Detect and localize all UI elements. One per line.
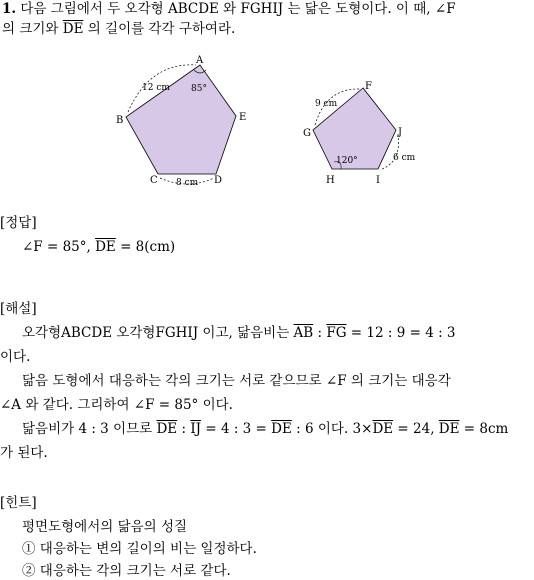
hint-item-2: ② 대응하는 각의 크기는 서로 같다. (22, 563, 231, 579)
explanation-p1 (22, 324, 456, 342)
exp-p1-a: 오각형ABCDE 오각형FGHIJ 이고, 닮음비는 (22, 325, 294, 341)
vertex-g: G (303, 128, 311, 139)
explanation-header: [해설] (0, 301, 37, 317)
segment-de-4: $\overline{DE}$ (438, 421, 460, 437)
segment-de-2: $\overline{DE}$ (271, 421, 292, 437)
explanation-p3-cont: 가 된다. (0, 445, 48, 461)
hint-item-1: ① 대응하는 변의 길이의 비는 일정하다. (22, 541, 257, 557)
explanation-p2-cont: ∠A 와 같다. 그리하여 ∠F = 85° 이다. (0, 397, 233, 413)
segment-de-3: $\overline{DE}$ (372, 421, 394, 437)
problem-number: 1. (2, 1, 17, 17)
exp-p3-m4: = 24, (393, 421, 439, 437)
vertex-h: H (326, 175, 335, 186)
explanation-p2: 닮음 도형에서 대응하는 각의 크기는 서로 같으므로 ∠F 의 크기는 대응각 (22, 373, 451, 389)
answer-length: = 8(cm) (115, 239, 176, 255)
angle-a-label: 85° (191, 84, 207, 94)
pentagon-figure (110, 52, 430, 192)
answer-angle: ∠F = 85°, (22, 239, 96, 255)
side-ab-label: 12 cm (142, 83, 170, 93)
problem-text-1: 다음 그림에서 두 오각형 ABCDE 와 FGHIJ 는 닮은 도형이다. 이 때, ∠F (20, 1, 456, 17)
vertex-j: J (398, 127, 403, 138)
segment-ij: $\overline{IJ}$ (190, 421, 202, 437)
vertex-b: B (116, 115, 124, 126)
side-ij-label: 6 cm (393, 153, 416, 163)
exp-p3-m2: = 4 : 3 = (201, 421, 272, 437)
hint-title: 평면도형에서의 닮음의 성질 (22, 519, 188, 535)
angle-h-label: 120° (336, 156, 358, 166)
segment-fg: $\overline{FG}$ (326, 325, 347, 341)
side-cd-label: 8 cm (176, 178, 199, 188)
vertex-f: F (365, 81, 372, 92)
problem-text-2a: 의 크기와 (2, 21, 63, 37)
vertex-e: E (239, 112, 247, 123)
exp-p1-mid: : (313, 325, 327, 341)
exp-p3-m1: : (177, 421, 191, 437)
answer-segment: $\overline{DE}$ (95, 239, 116, 255)
explanation-p1-cont: 이다. (0, 349, 31, 365)
exp-p3-m3: : 6 이다. 3× (291, 421, 373, 437)
vertex-a: A (196, 55, 204, 66)
hint-header: [힌트] (0, 495, 37, 511)
answer-header: [정답] (0, 215, 37, 231)
exp-p3-a: 닮음비가 4 : 3 이므로 (22, 421, 157, 437)
vertex-d: D (214, 175, 223, 186)
vertex-c: C (150, 175, 158, 186)
explanation-p3 (22, 420, 508, 438)
segment-de-1: $\overline{DE}$ (156, 421, 178, 437)
pentagon-abcde (126, 65, 236, 174)
vertex-i: I (376, 175, 380, 186)
segment-ab: $\overline{AB}$ (293, 325, 314, 341)
side-fg-label: 9 cm (315, 99, 338, 109)
answer-line (22, 238, 175, 256)
exp-p1-b: = 12 : 9 = 4 : 3 (346, 325, 456, 341)
problem-line-1 (2, 0, 456, 18)
problem-line-2 (2, 20, 235, 38)
problem-text-2b: 의 길이를 각각 구하여라. (83, 21, 236, 37)
segment-de: $\overline{DE}$ (62, 21, 84, 37)
exp-p3-m5: = 8cm (459, 421, 509, 437)
